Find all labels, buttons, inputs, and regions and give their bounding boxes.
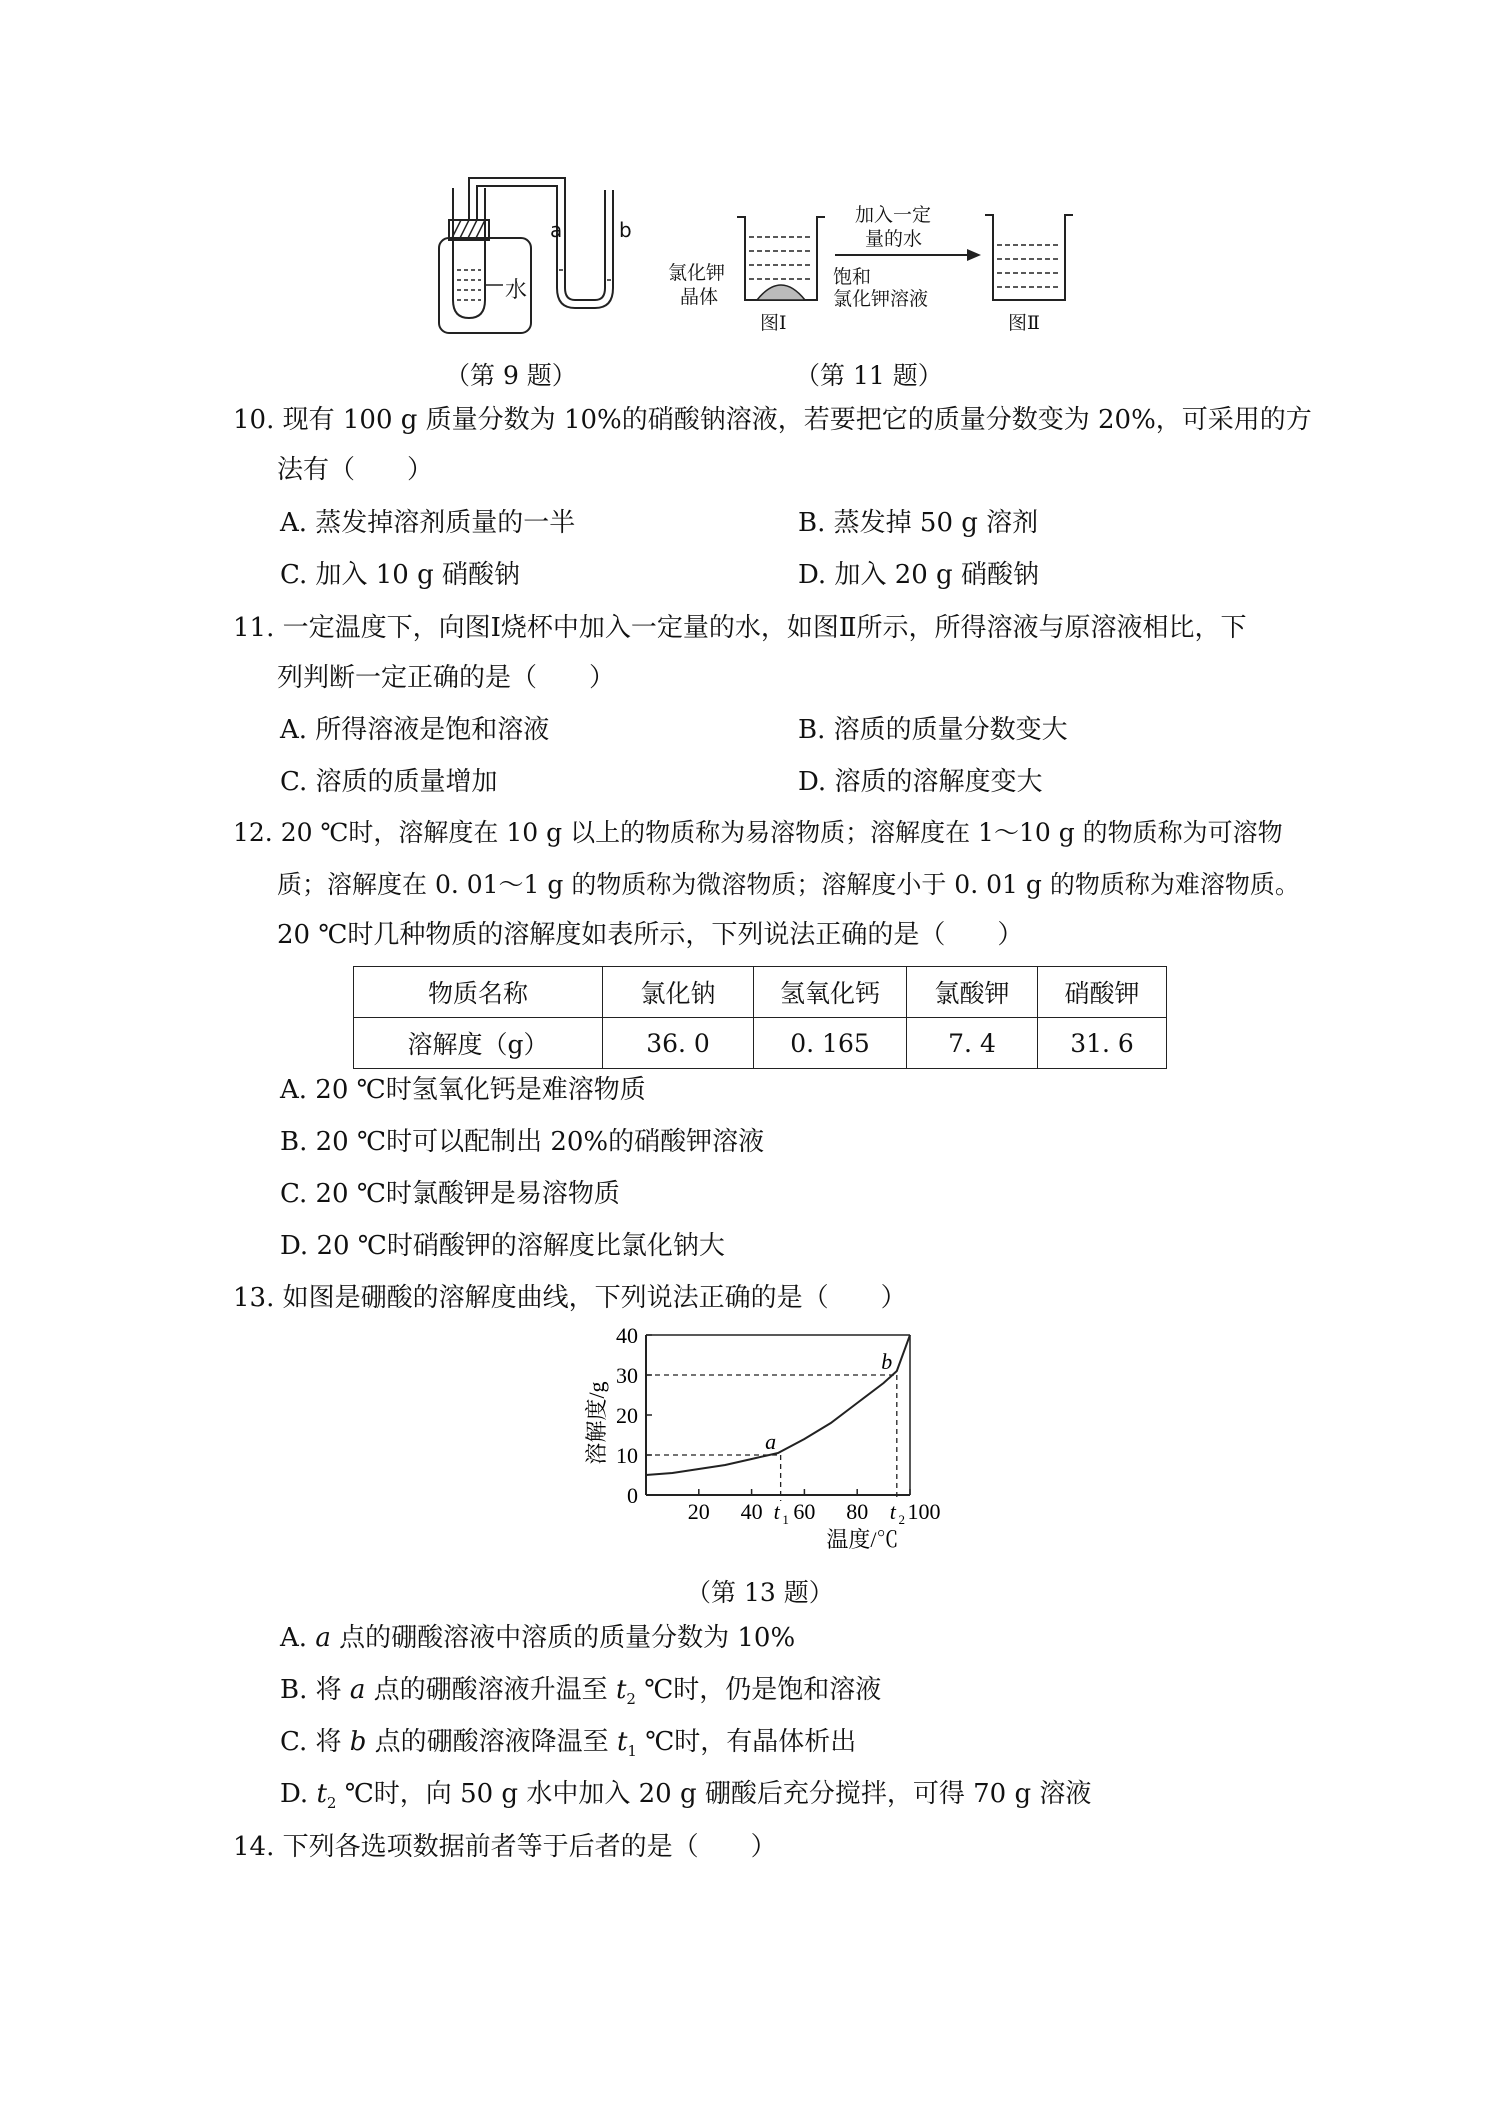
y-tick-label: 40 (616, 1323, 638, 1348)
q13-option-a (280, 1623, 795, 1653)
q13-option-c (280, 1727, 856, 1766)
table-cell: 0. 165 (754, 1018, 907, 1069)
table-cell: 氢氧化钙 (754, 967, 907, 1018)
q12-stem-line1: 12. 20 ℃时，溶解度在 10 g 以上的物质称为易溶物质；溶解度在 1～10 g 的物质称为可溶物 (233, 818, 1283, 847)
q11-option-b: B. 溶质的质量分数变大 (798, 715, 1068, 745)
x-marker-subscript: 2 (898, 1512, 906, 1527)
table-cell: 硝酸钾 (1038, 967, 1167, 1018)
table-header-row (354, 967, 1167, 1018)
x-axis-label: 温度/℃ (826, 1527, 899, 1552)
table-cell: 氯化钠 (603, 967, 754, 1018)
label-water: 水 (505, 278, 528, 303)
table-cell: 7. 4 (907, 1018, 1038, 1069)
y-axis-label: 溶解度/g (584, 1381, 609, 1465)
q12-stem-line2: 质；溶解度在 0. 01～1 g 的物质称为微溶物质；溶解度小于 0. 01 g 的物质称为难溶物质。 (277, 870, 1300, 899)
q11-option-a: A. 所得溶液是饱和溶液 (280, 715, 550, 745)
var-t: t (616, 1727, 628, 1757)
q10-stem-line1: 10. 现有 100 g 质量分数为 10%的硝酸钠溶液，若要把它的质量分数变为 20%，可采用的方 (233, 405, 1312, 435)
x-marker-label: t (889, 1499, 896, 1524)
q12-option-c: C. 20 ℃时氯酸钾是易溶物质 (280, 1179, 620, 1209)
option-b-suffix: ℃时，仍是饱和溶液 (635, 1675, 882, 1705)
table-cell: 氯酸钾 (907, 967, 1038, 1018)
option-d-text: ℃时，向 50 g 水中加入 20 g 硼酸后充分搅拌，可得 70 g 溶液 (336, 1779, 1092, 1809)
option-b-prefix: B. 将 (280, 1675, 350, 1705)
y-tick-label: 0 (627, 1483, 638, 1508)
label-saturated-line2: 氯化钾溶液 (833, 288, 929, 310)
q12-option-b: B. 20 ℃时可以配制出 20%的硝酸钾溶液 (280, 1127, 765, 1157)
y-tick-label: 20 (616, 1403, 638, 1428)
x-tick-label: 20 (687, 1499, 710, 1524)
caption-q13: （第 13 题） (686, 1578, 834, 1607)
option-a-prefix: A. (280, 1623, 316, 1653)
x-marker-subscript: 1 (782, 1512, 789, 1527)
var-a: a (349, 1675, 366, 1705)
x-marker-label: t (773, 1499, 780, 1524)
subscript: 2 (326, 1794, 337, 1813)
option-d-prefix: D. (280, 1779, 317, 1809)
x-tick-label: 100 (907, 1499, 941, 1524)
point-label-a: a (765, 1429, 777, 1454)
point-label-b: b (881, 1349, 893, 1374)
option-c-text: 点的硼酸溶液降温至 (366, 1727, 617, 1757)
label-figure-2: 图Ⅱ (1008, 312, 1040, 334)
table-cell: 溶解度（g） (354, 1018, 603, 1069)
table-cell: 31. 6 (1038, 1018, 1167, 1069)
q13-option-b (280, 1675, 881, 1714)
q11-stem-line1: 11. 一定温度下，向图Ⅰ烧杯中加入一定量的水，如图Ⅱ所示，所得溶液与原溶液相比，下 (233, 613, 1247, 643)
subscript: 1 (627, 1742, 637, 1761)
q10-option-b: B. 蒸发掉 50 g 溶剂 (798, 508, 1039, 538)
solubility-table (353, 966, 1167, 1069)
subscript: 2 (626, 1690, 636, 1709)
solubility-curve (646, 1335, 910, 1475)
table-cell: 物质名称 (354, 967, 603, 1018)
table-row (354, 1018, 1167, 1069)
q14-stem: 14. 下列各选项数据前者等于后者的是（ ） (233, 1832, 777, 1862)
q10-option-c: C. 加入 10 g 硝酸钠 (280, 560, 521, 590)
option-b-text: 点的硼酸溶液升温至 (365, 1675, 616, 1705)
q13-stem: 13. 如图是硼酸的溶解度曲线，下列说法正确的是（ ） (233, 1283, 907, 1313)
q12-option-d: D. 20 ℃时硝酸钾的溶解度比氯化钠大 (280, 1231, 725, 1261)
table-cell: 36. 0 (603, 1018, 754, 1069)
label-figure-1: 图Ⅰ (760, 312, 787, 334)
label-saturated-line1: 饱和 (833, 266, 872, 288)
q12-option-a: A. 20 ℃时氢氧化钙是难溶物质 (280, 1075, 646, 1105)
option-a-text: 点的硼酸溶液中溶质的质量分数为 10% (330, 1623, 796, 1653)
q10-option-a: A. 蒸发掉溶剂质量的一半 (280, 508, 576, 538)
q11-stem-line2: 列判断一定正确的是（ ） (277, 663, 616, 693)
q11-option-d: D. 溶质的溶解度变大 (798, 767, 1043, 797)
label-a: a (550, 218, 563, 242)
q10-option-d: D. 加入 20 g 硝酸钠 (798, 560, 1039, 590)
x-tick-label: 80 (846, 1499, 869, 1524)
label-crystal-line2: 晶体 (680, 286, 719, 308)
arrow-label-line1: 加入一定 (855, 204, 932, 226)
y-tick-label: 30 (616, 1363, 638, 1388)
var-t: t (615, 1675, 627, 1705)
x-tick-label: 40 (740, 1499, 763, 1524)
option-c-suffix: ℃时，有晶体析出 (636, 1727, 857, 1757)
q12-stem-line3: 20 ℃时几种物质的溶解度如表所示，下列说法正确的是（ ） (277, 920, 1024, 950)
q13-option-d (280, 1779, 1091, 1818)
x-tick-label: 60 (793, 1499, 816, 1524)
y-tick-label: 10 (616, 1443, 638, 1468)
q10-stem-line2: 法有（ ） (277, 455, 434, 485)
var-a: a (315, 1623, 331, 1653)
caption-q11: （第 11 题） (795, 361, 943, 390)
var-t: t (316, 1779, 327, 1809)
var-b: b (349, 1727, 367, 1757)
arrow-label-line2: 量的水 (865, 228, 923, 250)
label-crystal-line1: 氯化钾 (668, 262, 726, 284)
q11-option-c: C. 溶质的质量增加 (280, 767, 498, 797)
caption-q9: （第 9 题） (445, 361, 577, 390)
label-b: b (619, 218, 632, 242)
figure-9-apparatus (425, 170, 625, 340)
option-c-prefix: C. 将 (280, 1727, 350, 1757)
solubility-curve-chart (580, 1323, 941, 1560)
